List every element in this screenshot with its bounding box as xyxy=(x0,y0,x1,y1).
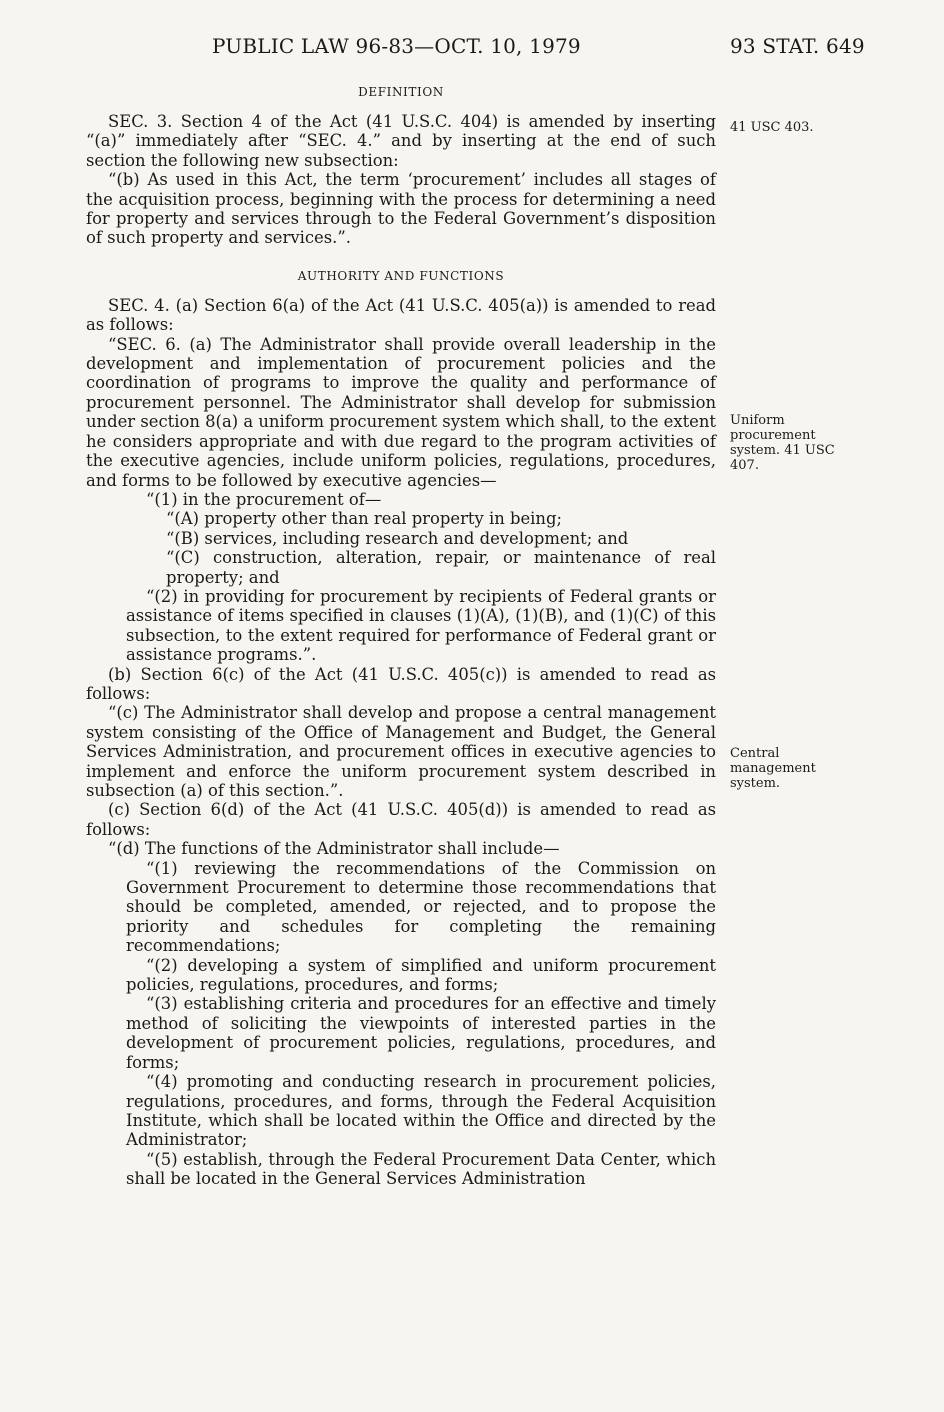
function-4: “(4) promoting and conducting research in procurement policies, regulations, procedures, and forms, through the Federal Acquisition Institute, which shall be located within the Office and directed by the Administrator; xyxy=(126,1072,716,1150)
sec3-paragraph: SEC. 3. Section 4 of the Act (41 U.S.C. 404) is amended by inserting “(a)” immediately after “SEC. 4.” and by inserting at the end of such section the following new subsection: xyxy=(86,112,716,170)
item-1: “(1) in the procurement of— xyxy=(146,489,382,509)
sec4-c-intro: (c) Section 6(d) of the Act (41 U.S.C. 405(d)) is amended to read as follows: xyxy=(86,800,716,839)
sec4-a-text: “SEC. 6. (a) The Administrator shall provide overall leadership in the development and implementation of procurement policies and the coordination of programs to improve the quality and performance of procurement personnel. The Administrator shall develop for submission under section 8(a) a uniform procurement system which shall, to the extent he considers appropriate and with due regard to the program activities of the executive agencies, include uniform policies, regulations, procedures, and forms to be followed by executive agencies— xyxy=(86,334,716,490)
item-2: “(2) in providing for procurement by recipients of Federal grants or assistance of items specified in clauses (1)(A), (1)(B), and (1)(C) of this subsection, to the extent required for performance of Federal grant or assistance programs.”. xyxy=(126,586,716,665)
running-header-page: 93 STAT. 649 xyxy=(730,34,865,58)
section-heading-definition: DEFINITION xyxy=(358,85,444,99)
sec4-b-intro: (b) Section 6(c) of the Act (41 U.S.C. 405(c)) is amended to read as follows: xyxy=(86,664,716,703)
margin-note-uniform-procurement: Uniform procurement system. 41 USC 407. xyxy=(730,413,835,473)
item-1C: “(C) construction, alteration, repair, or maintenance of real property; and xyxy=(166,548,716,587)
running-header-title: PUBLIC LAW 96-83—OCT. 10, 1979 xyxy=(212,34,581,58)
function-5: “(5) establish, through the Federal Procurement Data Center, which shall be located in the General Services Administration xyxy=(126,1149,716,1189)
margin-note-41usc403: 41 USC 403. xyxy=(730,120,814,135)
function-2: “(2) developing a system of simplified and uniform procurement policies, regulations, procedures, and forms; xyxy=(126,955,716,995)
function-3: “(3) establishing criteria and procedures for an effective and timely method of soliciting the viewpoints of interested parties in the development of procurement policies, regulations, procedures, and forms; xyxy=(126,994,716,1072)
margin-note-central-management: Central management system. xyxy=(730,746,816,791)
item-1B: “(B) services, including research and development; and xyxy=(166,528,629,548)
item-1A: “(A) property other than real property in being; xyxy=(166,509,562,529)
sec4-b-text: “(c) The Administrator shall develop and propose a central management system consisting of the Office of Management and Budget, the General Services Administration, and procurement offices in executive agencies to implement and enforce the uniform procurement system described in subsection (a) of this section.”. xyxy=(86,703,716,800)
sec4-a-intro: SEC. 4. (a) Section 6(a) of the Act (41 U.S.C. 405(a)) is amended to read as follows: xyxy=(86,295,716,335)
section-heading-authority: AUTHORITY AND FUNCTIONS xyxy=(297,268,505,283)
function-1: “(1) reviewing the recommendations of the Commission on Government Procurement to determine those recommendations that should be completed, amended, or rejected, and to propose the priority and schedules for completing the remaining recommendations; xyxy=(126,858,716,956)
sec3-subsection-b: “(b) As used in this Act, the term ‘procurement’ includes all stages of the acquisition process, beginning with the process for determining a need for property and services through to the Federal Government’s disposition of such property and services.”. xyxy=(86,170,716,248)
sec4-d-text: “(d) The functions of the Administrator shall include— xyxy=(108,839,560,859)
body-text xyxy=(86,84,716,1189)
